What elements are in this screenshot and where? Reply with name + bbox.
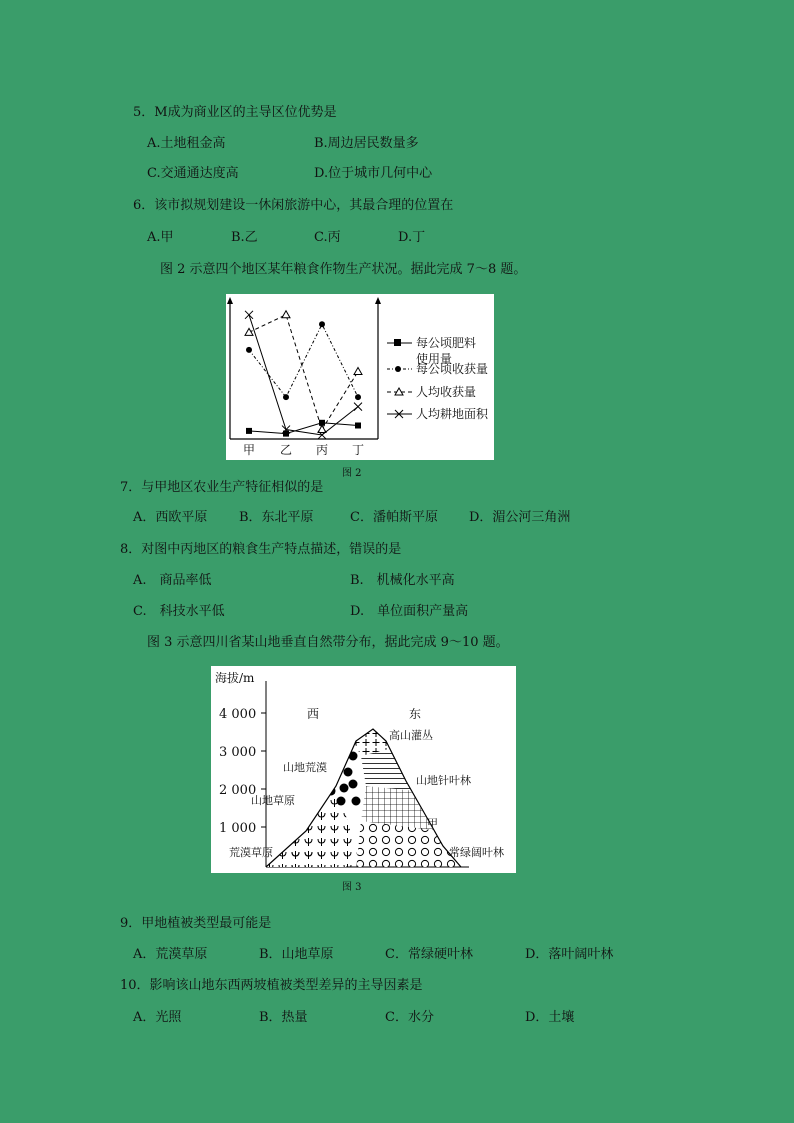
label-jia: 甲 [427,817,438,830]
y-tick-2000: 2 000 [219,783,257,798]
label-desert-steppe: 荒漠草原 [229,846,273,859]
q7-stem: 7．与甲地区农业生产特征相似的是 [120,480,324,495]
x-label-ding: 丁 [351,443,365,457]
q5-option-a[interactable]: A.土地租金高 [147,136,226,151]
label-west: 西 [307,707,320,721]
q6-stem: 6．该市拟规划建设一休闲旅游中心，其最合理的位置在 [133,198,454,213]
label-mountain-desert: 山地荒漠 [283,761,327,774]
q10-option-a[interactable]: A．光照 [133,1010,182,1025]
q9-option-a[interactable]: A．荒漠草原 [133,947,208,962]
point-square-0 [246,428,252,434]
q8-option-a[interactable]: A. 商品率低 [133,573,212,588]
q7-option-a[interactable]: A．西欧平原 [133,510,208,525]
q8-option-c[interactable]: C. 科技水平低 [133,604,225,619]
q6-option-d[interactable]: D.丁 [398,230,426,245]
q7-option-d[interactable]: D．湄公河三角洲 [469,510,571,525]
label-mountain-steppe: 山地草原 [251,794,295,807]
q7-option-c[interactable]: C．潘帕斯平原 [350,510,438,525]
figure-2-legend [387,335,489,421]
q10-stem: 10．影响该山地东西两坡植被类型差异的主导因素是 [120,978,423,993]
series-line-dot [249,324,358,397]
q5-option-c[interactable]: C.交通通达度高 [147,166,239,181]
q6-option-c[interactable]: C.丙 [314,230,341,245]
q10-option-d[interactable]: D．土壤 [525,1010,575,1025]
q8-stem: 8．对图中丙地区的粮食生产特点描述，错误的是 [120,542,402,557]
figure-2-caption: 图 2 [342,468,362,479]
point-dot-0 [246,347,252,353]
legend-4: 人均耕地面积 [416,407,489,421]
figure-2-svg [226,294,494,460]
q10-option-c[interactable]: C．水分 [385,1010,434,1025]
point-triangle-3 [354,368,362,375]
figure-3-diagram [211,666,516,873]
q9-stem: 9．甲地植被类型最可能是 [120,916,272,931]
point-square-3 [355,423,361,429]
figure-3-intro: 图 3 示意四川省某山地垂直自然带分布，据此完成 9～10 题。 [147,635,509,650]
figure-2-chart [226,294,494,460]
y-tick-1000: 1 000 [219,821,257,836]
q10-option-b[interactable]: B．热量 [259,1010,308,1025]
x-label-jia: 甲 [242,443,256,457]
point-triangle-1 [282,311,290,318]
point-dot-3 [355,394,361,400]
q8-option-d[interactable]: D. 单位面积产量高 [350,604,469,619]
y-tick-4000: 4 000 [219,707,257,722]
point-triangle-0 [245,328,253,335]
point-x-3 [354,403,362,411]
label-east: 东 [409,707,422,721]
label-mountain-conifer: 山地针叶林 [416,774,471,787]
legend-3: 人均收获量 [416,385,477,399]
point-x-0 [245,311,253,319]
legend-square-marker [394,339,401,346]
legend-dot-marker [395,366,401,372]
figure-2-intro: 图 2 示意四个地区某年粮食作物生产状况。据此完成 7～8 题。 [160,262,527,277]
q5-option-b[interactable]: B.周边居民数量多 [314,136,419,151]
legend-1b: 使用量 [416,352,453,366]
label-alpine-shrub: 高山灌丛 [389,729,433,742]
q7-option-b[interactable]: B．东北平原 [239,510,314,525]
series-line-triangle [249,315,358,430]
q8-option-b[interactable]: B. 机械化水平高 [350,573,455,588]
q6-option-b[interactable]: B.乙 [231,230,258,245]
q9-option-c[interactable]: C．常绿硬叶林 [385,947,473,962]
legend-1a: 每公顷肥料 [416,336,477,350]
label-evergreen-broadleaf: 常绿阔叶林 [449,846,504,859]
legend-2: 每公顷收获量 [416,362,489,376]
x-label-bing: 丙 [315,443,329,457]
q5-option-d[interactable]: D.位于城市几何中心 [314,166,433,181]
series-line-x [249,315,358,435]
point-dot-1 [283,394,289,400]
y-axis-label: 海拔/m [215,671,255,685]
point-dot-2 [319,321,325,327]
figure-2-plot [245,311,362,439]
q9-option-b[interactable]: B．山地草原 [259,947,334,962]
figure-3-svg [211,666,516,873]
y-tick-3000: 3 000 [219,745,257,760]
figure-3-caption: 图 3 [342,882,362,893]
figure-2-xlabels [243,443,364,457]
q9-option-d[interactable]: D．落叶阔叶林 [525,947,614,962]
q5-stem: 5．M成为商业区的主导区位优势是 [133,105,337,120]
x-label-yi: 乙 [279,443,293,457]
q6-option-a[interactable]: A.甲 [147,230,174,245]
